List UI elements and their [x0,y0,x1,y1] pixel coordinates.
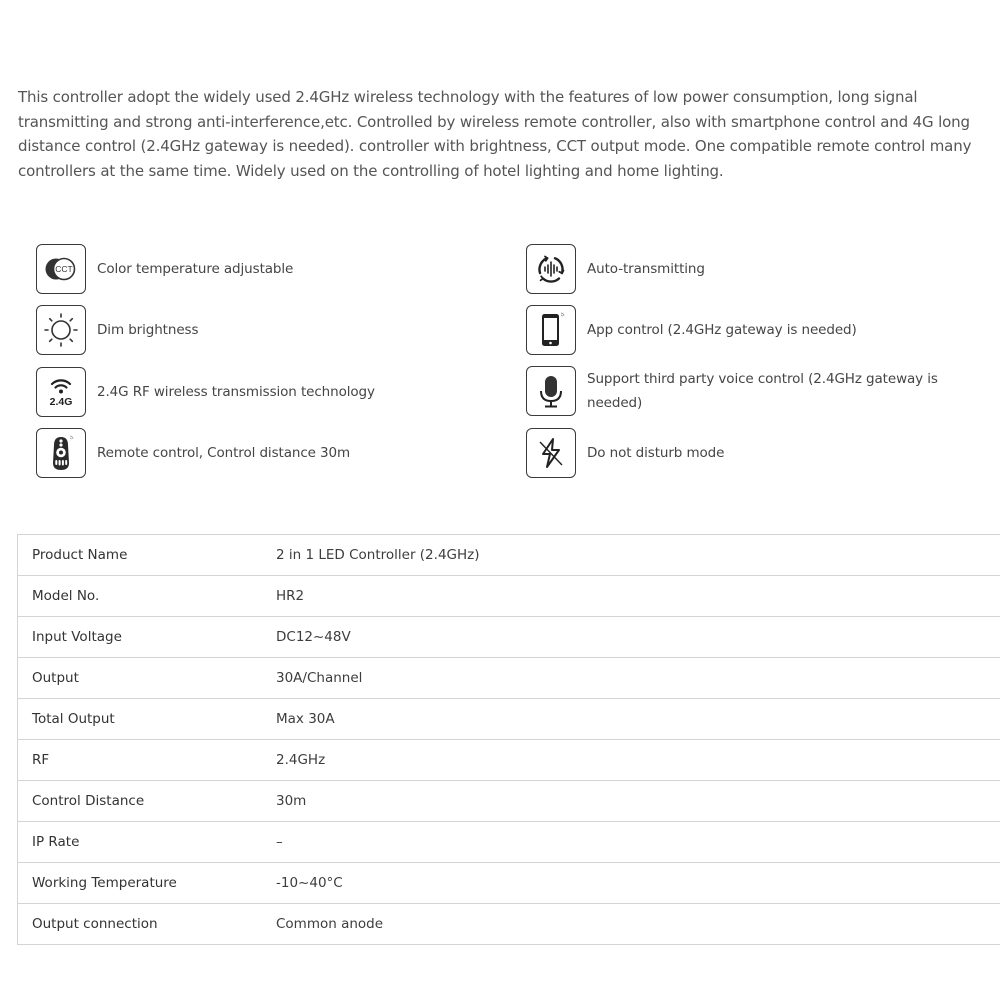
table-row [18,576,1000,617]
spec-value: DC12~48V [276,617,1000,658]
feature-item-dim-brightness [36,305,198,355]
wifi-2.4g-icon [36,367,86,417]
microphone-icon [526,366,576,416]
table-row [18,863,1000,904]
sun-icon [36,305,86,355]
table-row [18,658,1000,699]
spec-value: 30A/Channel [276,658,1000,699]
feature-label: Auto-transmitting [587,261,705,277]
feature-item-remote-control [36,428,350,478]
feature-label: Do not disturb mode [587,445,725,461]
feature-item-rf-wireless [36,367,375,417]
spec-value: 2 in 1 LED Controller (2.4GHz) [276,535,1000,576]
spec-key: Product Name [18,535,277,576]
spec-value: -10~40°C [276,863,1000,904]
spec-key: IP Rate [18,822,277,863]
spec-key: RF [18,740,277,781]
spec-value: Max 30A [276,699,1000,740]
spec-value: 2.4GHz [276,740,1000,781]
feature-item-voice-control [526,366,967,416]
spec-key: Output [18,658,277,699]
feature-label: Color temperature adjustable [97,261,294,277]
feature-label: App control (2.4GHz gateway is needed) [587,322,857,338]
spec-value: 30m [276,781,1000,822]
table-row [18,535,1000,576]
svg-text:CCT: CCT [55,264,73,275]
table-row [18,740,1000,781]
spec-key: Total Output [18,699,277,740]
table-row [18,617,1000,658]
feature-label: 2.4G RF wireless transmission technology [97,384,375,400]
spec-value: Common anode [276,904,1000,945]
table-row [18,699,1000,740]
feature-item-app-control [526,305,857,355]
feature-item-color-temperature [36,244,293,294]
intro-paragraph: This controller adopt the widely used 2.4GHz wireless technology with the features of low power consumption, long signal transmitting and strong anti-interference,etc. Controlled by wireless remote controller, also with smartphone control and 4G long distance control (2.4GHz gateway is needed). controller with brightness, CCT output mode. One compatible remote control many controllers at the same time. Widely used on the controlling of hotel lighting and home lighting. [18,88,972,180]
feature-item-do-not-disturb [526,428,724,478]
auto-transmit-icon [526,244,576,294]
svg-text:2.4G: 2.4G [49,396,73,408]
spec-key: Output connection [18,904,277,945]
spec-value: – [276,822,1000,863]
spec-key: Working Temperature [18,863,277,904]
spec-value: HR2 [276,576,1000,617]
feature-label: Remote control, Control distance 30m [97,445,351,461]
spec-key: Model No. [18,576,277,617]
table-row [18,781,1000,822]
feature-item-auto-transmitting [526,244,705,294]
feature-label: Dim brightness [97,322,199,338]
spec-table [17,534,1000,945]
spec-key: Input Voltage [18,617,277,658]
cct-icon [36,244,86,294]
smartphone-icon [526,305,576,355]
table-row [18,822,1000,863]
table-row [18,904,1000,945]
feature-label: Support third party voice control (2.4GHz gateway is needed) [587,371,938,411]
do-not-disturb-icon [526,428,576,478]
remote-icon [36,428,86,478]
spec-key: Control Distance [18,781,277,822]
